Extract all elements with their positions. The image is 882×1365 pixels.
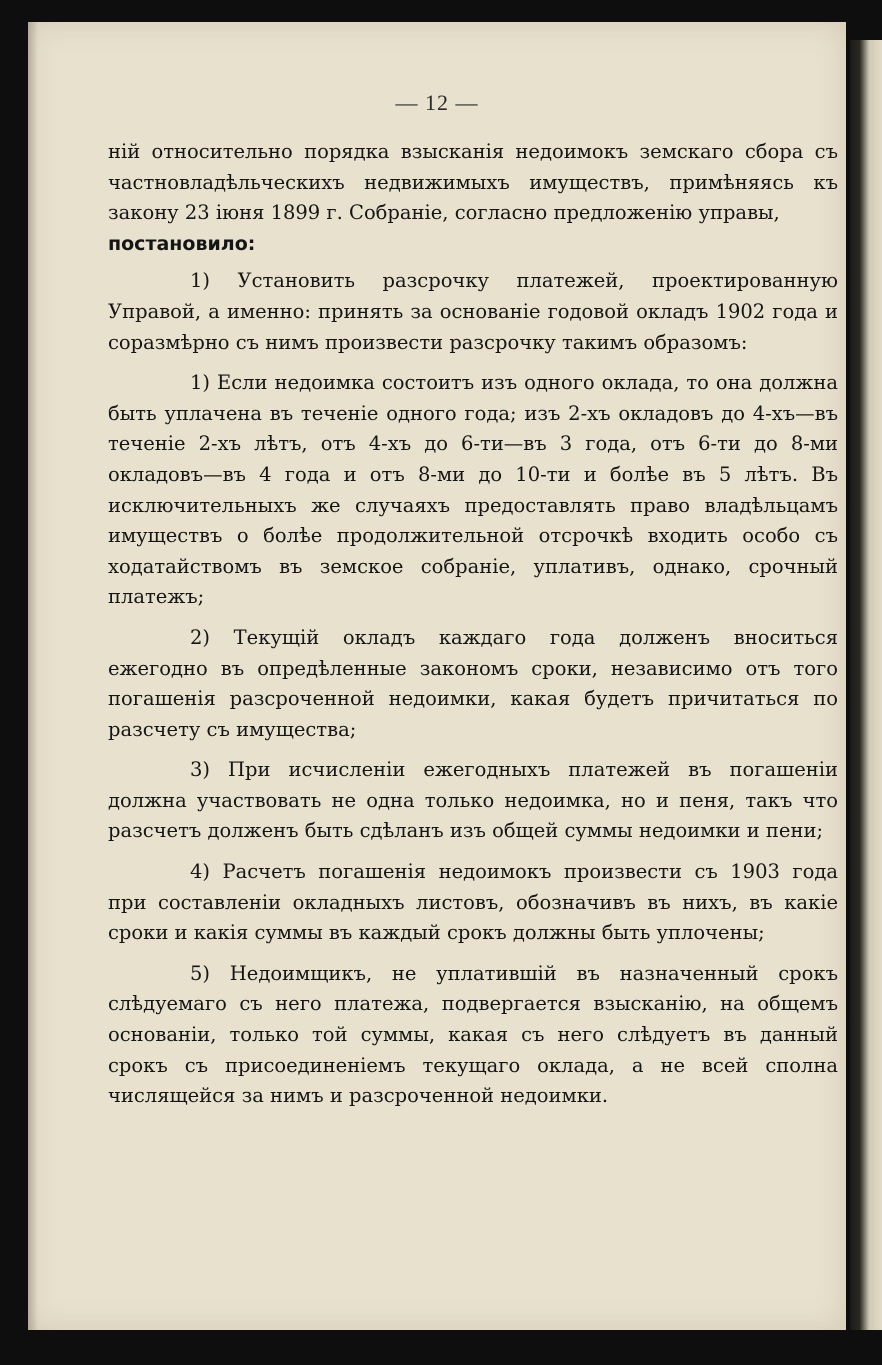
document-body [108,137,838,1112]
point-1-paragraph: 1) Установить разсрочку платежей, проектированную Управой, а именно: принять за основаніе годовой окладъ 1902 года и соразмѣрно съ нимъ произвести разсрочку такимъ образомъ: [108,269,838,354]
next-page-edge [850,40,882,1330]
subpoint-4-paragraph: 4) Расчетъ погашенія недоимокъ произвести съ 1903 года при составленіи окладныхъ листовъ, обозначивъ въ нихъ, въ какіе сроки и какія суммы въ каждый срокъ должны быть уплочены; [108,860,838,945]
subpoint-5-paragraph: 5) Недоимщикъ, не уплатившій въ назначенный срокъ слѣдуемаго съ него платежа, подвергается взысканію, на общемъ основаніи, только той суммы, какая съ него слѣдуетъ въ данный срокъ съ присоединеніемъ текущаго оклада, а не всей сполна числящейся за нимъ и разсроченной недоимки. [108,961,838,1108]
document-page [28,22,846,1330]
intro-paragraph [108,137,838,259]
subpoint-3-paragraph: 3) При исчисленіи ежегодныхъ платежей въ погашеніи должна участвовать не одна только недоимка, но и пеня, такъ что разсчетъ долженъ быть сдѣланъ изъ общей суммы недоимки и пени; [108,758,838,843]
page-gutter-shadow [28,22,38,1330]
intro-text: ній относительно порядка взысканія недоимокъ земскаго сбора съ частновладѣльческихъ недвижимыхъ имуществъ, примѣняясь къ закону 23 іюня 1899 г. Собраніе, согласно предложенію управы, [108,140,838,225]
subpoint-1-paragraph: 1) Если недоимка состоитъ изъ одного оклада, то она должна быть уплачена въ теченіе одного года; изъ 2-хъ окладовъ до 4-хъ—въ теченіе 2-хъ лѣтъ, отъ 4-хъ до 6-ти—въ 3 года, отъ 6-ти до 8-ми окладовъ—въ 4 года и отъ 8-ми до 10-ти и болѣе въ 5 лѣтъ. Въ исключительныхъ же случаяхъ предоставлять право владѣльцамъ имуществъ о болѣе продолжительной отсрочкѣ входить особо съ ходатайствомъ въ земское собраніе, уплативъ, однако, срочный платежъ; [108,371,838,609]
page-number: — 12 — [395,90,479,115]
resolution-word: постановило: [108,232,256,255]
subpoint-2-paragraph: 2) Текущій окладъ каждаго года долженъ вноситься ежегодно въ опредѣленные закономъ сроки, независимо отъ того погашенія разсроченной недоимки, какая будетъ причитаться по разсчету съ имущества; [108,625,838,741]
